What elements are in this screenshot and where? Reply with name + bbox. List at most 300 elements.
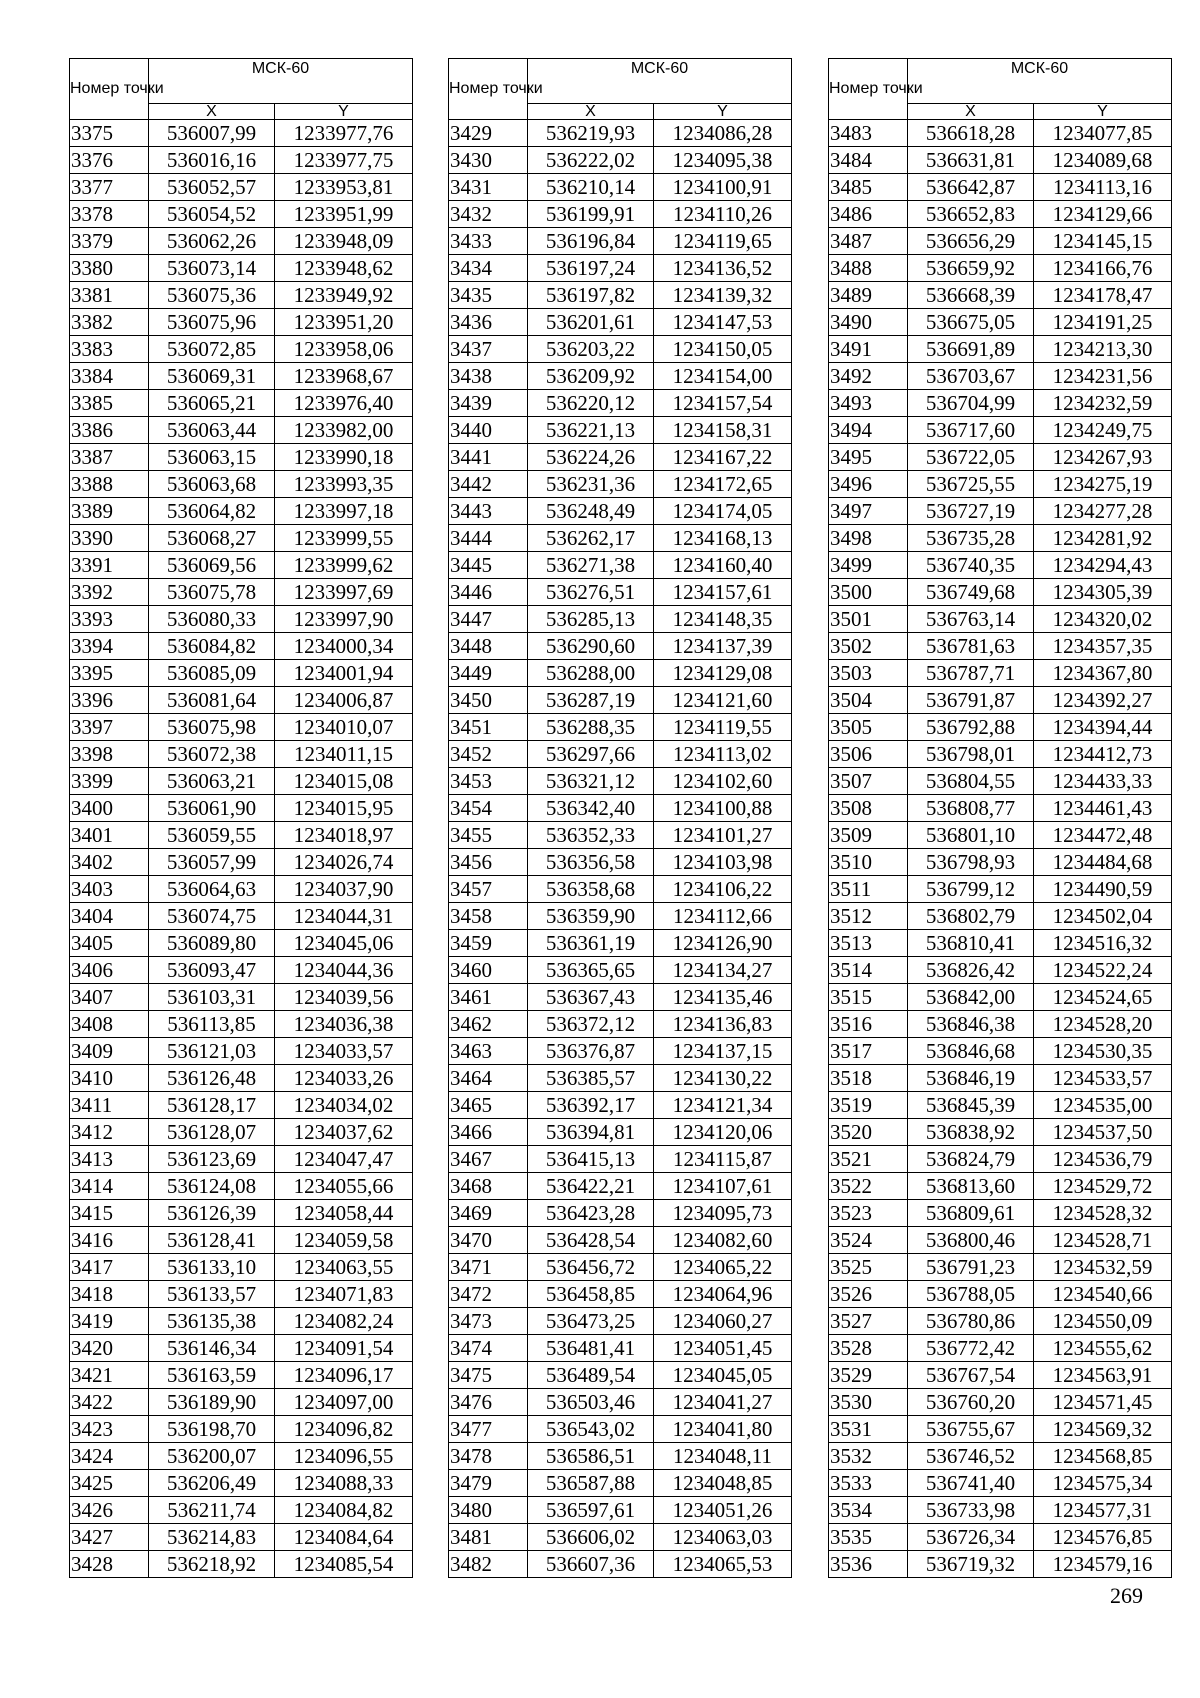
table-row (449, 1254, 792, 1281)
point-number-cell: 3384 (70, 363, 149, 390)
x-coordinate-cell: 536342,40 (528, 795, 654, 822)
x-coordinate-cell: 536126,39 (149, 1200, 275, 1227)
y-coordinate-cell: 1234134,27 (654, 957, 792, 984)
point-number-cell: 3442 (449, 471, 528, 498)
y-header: Y (1034, 104, 1172, 120)
y-coordinate-cell: 1234015,95 (275, 795, 413, 822)
point-number-cell: 3457 (449, 876, 528, 903)
point-number-cell: 3429 (449, 120, 528, 147)
x-coordinate-cell: 536760,20 (908, 1389, 1034, 1416)
point-number-cell: 3376 (70, 147, 149, 174)
point-number-cell: 3445 (449, 552, 528, 579)
y-coordinate-cell: 1233976,40 (275, 390, 413, 417)
x-coordinate-cell: 536763,14 (908, 606, 1034, 633)
point-number-cell: 3396 (70, 687, 149, 714)
coordinates-table-3 (828, 58, 1172, 1578)
table-row (829, 984, 1172, 1011)
table-row (829, 1551, 1172, 1578)
point-number-cell: 3435 (449, 282, 528, 309)
x-coordinate-cell: 536392,17 (528, 1092, 654, 1119)
table-row (449, 363, 792, 390)
point-number-cell: 3456 (449, 849, 528, 876)
table-row (829, 174, 1172, 201)
coordinates-table-2 (448, 58, 792, 1578)
point-number-cell: 3519 (829, 1092, 908, 1119)
table-row (70, 390, 413, 417)
table-row (829, 552, 1172, 579)
point-number-cell: 3381 (70, 282, 149, 309)
point-number-cell: 3421 (70, 1362, 149, 1389)
x-coordinate-cell: 536072,38 (149, 741, 275, 768)
y-coordinate-cell: 1234484,68 (1034, 849, 1172, 876)
point-number-cell: 3410 (70, 1065, 149, 1092)
point-number-cell: 3506 (829, 741, 908, 768)
point-number-cell: 3462 (449, 1011, 528, 1038)
y-coordinate-cell: 1234051,26 (654, 1497, 792, 1524)
y-coordinate-cell: 1234305,39 (1034, 579, 1172, 606)
page-number: 269 (1110, 1583, 1143, 1608)
table-row (70, 1038, 413, 1065)
x-coordinate-cell: 536069,56 (149, 552, 275, 579)
x-coordinate-cell: 536052,57 (149, 174, 275, 201)
table-row (70, 1173, 413, 1200)
x-coordinate-cell: 536133,10 (149, 1254, 275, 1281)
table-row (70, 1281, 413, 1308)
y-coordinate-cell: 1234367,80 (1034, 660, 1172, 687)
x-coordinate-cell: 536367,43 (528, 984, 654, 1011)
y-coordinate-cell: 1234102,60 (654, 768, 792, 795)
x-coordinate-cell: 536211,74 (149, 1497, 275, 1524)
table-row (449, 1524, 792, 1551)
y-coordinate-cell: 1234097,00 (275, 1389, 413, 1416)
y-header: Y (275, 104, 413, 120)
table-row (70, 336, 413, 363)
x-coordinate-cell: 536727,19 (908, 498, 1034, 525)
table-row (829, 1416, 1172, 1443)
x-coordinate-cell: 536656,29 (908, 228, 1034, 255)
x-coordinate-cell: 536659,92 (908, 255, 1034, 282)
x-coordinate-cell: 536075,98 (149, 714, 275, 741)
x-coordinate-cell: 536802,79 (908, 903, 1034, 930)
y-coordinate-cell: 1234563,91 (1034, 1362, 1172, 1389)
table-row (70, 1416, 413, 1443)
point-number-cell: 3419 (70, 1308, 149, 1335)
table-row (70, 687, 413, 714)
y-coordinate-cell: 1234191,25 (1034, 309, 1172, 336)
table-row (449, 1389, 792, 1416)
y-coordinate-cell: 1234065,22 (654, 1254, 792, 1281)
y-coordinate-cell: 1234084,64 (275, 1524, 413, 1551)
table-row (70, 876, 413, 903)
x-coordinate-cell: 536489,54 (528, 1362, 654, 1389)
y-coordinate-cell: 1234086,28 (654, 120, 792, 147)
table-row (449, 1281, 792, 1308)
y-coordinate-cell: 1234037,62 (275, 1119, 413, 1146)
x-coordinate-cell: 536735,28 (908, 525, 1034, 552)
y-coordinate-cell: 1234088,33 (275, 1470, 413, 1497)
x-coordinate-cell: 536372,12 (528, 1011, 654, 1038)
x-coordinate-cell: 536809,61 (908, 1200, 1034, 1227)
point-number-cell: 3446 (449, 579, 528, 606)
table-row (70, 552, 413, 579)
table-row (70, 984, 413, 1011)
x-coordinate-cell: 536607,36 (528, 1551, 654, 1578)
y-coordinate-cell: 1234528,71 (1034, 1227, 1172, 1254)
table-row (829, 309, 1172, 336)
point-number-cell: 3436 (449, 309, 528, 336)
x-coordinate-cell: 536755,67 (908, 1416, 1034, 1443)
point-number-cell: 3500 (829, 579, 908, 606)
point-number-cell: 3460 (449, 957, 528, 984)
table-row (829, 1065, 1172, 1092)
point-number-cell: 3529 (829, 1362, 908, 1389)
y-coordinate-cell: 1233968,67 (275, 363, 413, 390)
x-coordinate-cell: 536352,33 (528, 822, 654, 849)
y-coordinate-cell: 1234522,24 (1034, 957, 1172, 984)
y-coordinate-cell: 1234110,26 (654, 201, 792, 228)
point-number-cell: 3525 (829, 1254, 908, 1281)
y-coordinate-cell: 1234010,07 (275, 714, 413, 741)
table-row (449, 579, 792, 606)
y-coordinate-cell: 1234129,08 (654, 660, 792, 687)
y-coordinate-cell: 1234145,15 (1034, 228, 1172, 255)
x-coordinate-cell: 536124,08 (149, 1173, 275, 1200)
point-number-cell: 3430 (449, 147, 528, 174)
table-row (70, 1335, 413, 1362)
y-coordinate-cell: 1234000,34 (275, 633, 413, 660)
point-number-cell: 3509 (829, 822, 908, 849)
point-number-cell: 3380 (70, 255, 149, 282)
table-row (449, 552, 792, 579)
point-number-cell: 3398 (70, 741, 149, 768)
x-coordinate-cell: 536074,75 (149, 903, 275, 930)
x-coordinate-cell: 536287,19 (528, 687, 654, 714)
y-coordinate-cell: 1234082,24 (275, 1308, 413, 1335)
x-coordinate-cell: 536203,22 (528, 336, 654, 363)
y-coordinate-cell: 1233951,20 (275, 309, 413, 336)
y-coordinate-cell: 1234158,31 (654, 417, 792, 444)
x-coordinate-cell: 536197,24 (528, 255, 654, 282)
table-body (449, 120, 792, 1578)
x-coordinate-cell: 536221,13 (528, 417, 654, 444)
table-row (70, 525, 413, 552)
point-number-cell: 3464 (449, 1065, 528, 1092)
y-coordinate-cell: 1234154,00 (654, 363, 792, 390)
table-row (449, 795, 792, 822)
x-coordinate-cell: 536093,47 (149, 957, 275, 984)
y-coordinate-cell: 1234047,47 (275, 1146, 413, 1173)
y-coordinate-cell: 1234537,50 (1034, 1119, 1172, 1146)
table-row (449, 822, 792, 849)
table-row (70, 255, 413, 282)
x-coordinate-cell: 536543,02 (528, 1416, 654, 1443)
y-coordinate-cell: 1234036,38 (275, 1011, 413, 1038)
x-header: X (528, 104, 654, 120)
x-coordinate-cell: 536359,90 (528, 903, 654, 930)
table-row (829, 606, 1172, 633)
y-coordinate-cell: 1233997,69 (275, 579, 413, 606)
point-number-cell: 3449 (449, 660, 528, 687)
x-coordinate-cell: 536798,01 (908, 741, 1034, 768)
point-number-header: Номер точки (829, 59, 908, 120)
y-coordinate-cell: 1234107,61 (654, 1173, 792, 1200)
x-coordinate-cell: 536791,23 (908, 1254, 1034, 1281)
table-row (70, 903, 413, 930)
table-row (449, 471, 792, 498)
point-number-cell: 3522 (829, 1173, 908, 1200)
x-coordinate-cell: 536703,67 (908, 363, 1034, 390)
point-number-cell: 3485 (829, 174, 908, 201)
point-number-cell: 3401 (70, 822, 149, 849)
table-row (449, 1308, 792, 1335)
table-row (449, 1146, 792, 1173)
y-coordinate-cell: 1234103,98 (654, 849, 792, 876)
table-row (829, 714, 1172, 741)
y-coordinate-cell: 1234529,72 (1034, 1173, 1172, 1200)
x-coordinate-cell: 536068,27 (149, 525, 275, 552)
table-row (829, 1038, 1172, 1065)
point-number-cell: 3484 (829, 147, 908, 174)
x-coordinate-cell: 536063,44 (149, 417, 275, 444)
y-coordinate-cell: 1234084,82 (275, 1497, 413, 1524)
point-number-cell: 3415 (70, 1200, 149, 1227)
y-coordinate-cell: 1234528,32 (1034, 1200, 1172, 1227)
y-coordinate-cell: 1234568,85 (1034, 1443, 1172, 1470)
x-coordinate-cell: 536085,09 (149, 660, 275, 687)
table-row (829, 849, 1172, 876)
point-number-cell: 3382 (70, 309, 149, 336)
x-header: X (149, 104, 275, 120)
x-coordinate-cell: 536075,36 (149, 282, 275, 309)
y-coordinate-cell: 1234015,08 (275, 768, 413, 795)
table-row (70, 930, 413, 957)
x-coordinate-cell: 536356,58 (528, 849, 654, 876)
point-number-cell: 3441 (449, 444, 528, 471)
table-row (70, 1146, 413, 1173)
point-number-cell: 3455 (449, 822, 528, 849)
x-coordinate-cell: 536792,88 (908, 714, 1034, 741)
y-coordinate-cell: 1234550,09 (1034, 1308, 1172, 1335)
table-row (829, 1119, 1172, 1146)
y-coordinate-cell: 1234575,34 (1034, 1470, 1172, 1497)
table-row (449, 1443, 792, 1470)
point-number-cell: 3439 (449, 390, 528, 417)
table-row (829, 255, 1172, 282)
point-number-cell: 3514 (829, 957, 908, 984)
point-number-cell: 3404 (70, 903, 149, 930)
x-coordinate-cell: 536210,14 (528, 174, 654, 201)
x-coordinate-cell: 536089,80 (149, 930, 275, 957)
msk60-header: МСК-60 (528, 59, 792, 104)
y-coordinate-cell: 1234139,32 (654, 282, 792, 309)
table-row (449, 174, 792, 201)
table-row (70, 1227, 413, 1254)
y-coordinate-cell: 1233977,76 (275, 120, 413, 147)
point-number-cell: 3481 (449, 1524, 528, 1551)
y-coordinate-cell: 1233948,09 (275, 228, 413, 255)
x-coordinate-cell: 536365,65 (528, 957, 654, 984)
x-coordinate-cell: 536772,42 (908, 1335, 1034, 1362)
x-coordinate-cell: 536422,21 (528, 1173, 654, 1200)
point-number-cell: 3489 (829, 282, 908, 309)
y-coordinate-cell: 1234100,91 (654, 174, 792, 201)
x-coordinate-cell: 536073,14 (149, 255, 275, 282)
y-coordinate-cell: 1233997,18 (275, 498, 413, 525)
x-coordinate-cell: 536061,90 (149, 795, 275, 822)
point-number-cell: 3516 (829, 1011, 908, 1038)
table-row (70, 795, 413, 822)
point-number-cell: 3431 (449, 174, 528, 201)
table-row (70, 1254, 413, 1281)
point-number-cell: 3443 (449, 498, 528, 525)
table-row (829, 579, 1172, 606)
y-coordinate-cell: 1234112,66 (654, 903, 792, 930)
x-coordinate-cell: 536219,93 (528, 120, 654, 147)
y-coordinate-cell: 1234277,28 (1034, 498, 1172, 525)
point-number-cell: 3386 (70, 417, 149, 444)
y-coordinate-cell: 1234044,36 (275, 957, 413, 984)
table-row (829, 1308, 1172, 1335)
table-row (829, 471, 1172, 498)
table-row (70, 1065, 413, 1092)
table-row (829, 1335, 1172, 1362)
point-number-cell: 3472 (449, 1281, 528, 1308)
y-coordinate-cell: 1234535,00 (1034, 1092, 1172, 1119)
x-coordinate-cell: 536064,63 (149, 876, 275, 903)
x-coordinate-cell: 536394,81 (528, 1119, 654, 1146)
point-number-cell: 3388 (70, 471, 149, 498)
y-coordinate-cell: 1234320,02 (1034, 606, 1172, 633)
table-row (70, 849, 413, 876)
point-number-cell: 3459 (449, 930, 528, 957)
table-body (829, 120, 1172, 1578)
y-coordinate-cell: 1234091,54 (275, 1335, 413, 1362)
coordinates-table-1 (69, 58, 413, 1578)
x-coordinate-cell: 536064,82 (149, 498, 275, 525)
point-number-cell: 3394 (70, 633, 149, 660)
x-coordinate-cell: 536063,68 (149, 471, 275, 498)
point-number-cell: 3483 (829, 120, 908, 147)
table-row (829, 363, 1172, 390)
table-row (449, 741, 792, 768)
point-number-cell: 3496 (829, 471, 908, 498)
point-number-cell: 3399 (70, 768, 149, 795)
y-coordinate-cell: 1234166,76 (1034, 255, 1172, 282)
x-coordinate-cell: 536288,35 (528, 714, 654, 741)
x-coordinate-cell: 536271,38 (528, 552, 654, 579)
table-row (829, 1011, 1172, 1038)
y-header: Y (654, 104, 792, 120)
y-coordinate-cell: 1234095,38 (654, 147, 792, 174)
point-number-cell: 3523 (829, 1200, 908, 1227)
y-coordinate-cell: 1234148,35 (654, 606, 792, 633)
y-coordinate-cell: 1234048,85 (654, 1470, 792, 1497)
point-number-cell: 3420 (70, 1335, 149, 1362)
x-coordinate-cell: 536800,46 (908, 1227, 1034, 1254)
point-number-cell: 3488 (829, 255, 908, 282)
point-number-cell: 3423 (70, 1416, 149, 1443)
y-coordinate-cell: 1234137,39 (654, 633, 792, 660)
x-coordinate-cell: 536016,16 (149, 147, 275, 174)
y-coordinate-cell: 1233953,81 (275, 174, 413, 201)
table-row (449, 903, 792, 930)
table-row (449, 255, 792, 282)
point-number-cell: 3413 (70, 1146, 149, 1173)
table-row (70, 660, 413, 687)
point-number-cell: 3526 (829, 1281, 908, 1308)
table-row (829, 903, 1172, 930)
table-row (449, 1362, 792, 1389)
y-coordinate-cell: 1234160,40 (654, 552, 792, 579)
x-coordinate-cell: 536597,61 (528, 1497, 654, 1524)
x-coordinate-cell: 536288,00 (528, 660, 654, 687)
y-coordinate-cell: 1234089,68 (1034, 147, 1172, 174)
x-coordinate-cell: 536358,68 (528, 876, 654, 903)
x-coordinate-cell: 536842,00 (908, 984, 1034, 1011)
y-coordinate-cell: 1234129,66 (1034, 201, 1172, 228)
point-number-cell: 3452 (449, 741, 528, 768)
x-coordinate-cell: 536059,55 (149, 822, 275, 849)
y-coordinate-cell: 1233977,75 (275, 147, 413, 174)
point-number-cell: 3450 (449, 687, 528, 714)
point-number-cell: 3417 (70, 1254, 149, 1281)
point-number-cell: 3377 (70, 174, 149, 201)
y-coordinate-cell: 1234095,73 (654, 1200, 792, 1227)
x-coordinate-cell: 536741,40 (908, 1470, 1034, 1497)
x-coordinate-cell: 536415,13 (528, 1146, 654, 1173)
y-coordinate-cell: 1234045,05 (654, 1362, 792, 1389)
y-coordinate-cell: 1234394,44 (1034, 714, 1172, 741)
point-number-cell: 3432 (449, 201, 528, 228)
point-number-cell: 3502 (829, 633, 908, 660)
y-coordinate-cell: 1234555,62 (1034, 1335, 1172, 1362)
y-coordinate-cell: 1234147,53 (654, 309, 792, 336)
y-coordinate-cell: 1234136,83 (654, 1011, 792, 1038)
x-coordinate-cell: 536503,46 (528, 1389, 654, 1416)
y-coordinate-cell: 1233993,35 (275, 471, 413, 498)
x-coordinate-cell: 536618,28 (908, 120, 1034, 147)
x-coordinate-cell: 536126,48 (149, 1065, 275, 1092)
point-number-cell: 3469 (449, 1200, 528, 1227)
y-coordinate-cell: 1233997,90 (275, 606, 413, 633)
table-row (829, 282, 1172, 309)
y-coordinate-cell: 1234569,32 (1034, 1416, 1172, 1443)
point-number-cell: 3418 (70, 1281, 149, 1308)
x-coordinate-cell: 536725,55 (908, 471, 1034, 498)
x-coordinate-cell: 536075,96 (149, 309, 275, 336)
point-number-cell: 3409 (70, 1038, 149, 1065)
table-row (70, 957, 413, 984)
x-coordinate-cell: 536804,55 (908, 768, 1034, 795)
point-number-cell: 3528 (829, 1335, 908, 1362)
y-coordinate-cell: 1234231,56 (1034, 363, 1172, 390)
table-row (449, 714, 792, 741)
point-number-cell: 3531 (829, 1416, 908, 1443)
x-coordinate-cell: 536200,07 (149, 1443, 275, 1470)
x-coordinate-cell: 536062,26 (149, 228, 275, 255)
y-coordinate-cell: 1233949,92 (275, 282, 413, 309)
table-row (449, 660, 792, 687)
y-coordinate-cell: 1234136,52 (654, 255, 792, 282)
x-coordinate-cell: 536209,92 (528, 363, 654, 390)
y-coordinate-cell: 1234126,90 (654, 930, 792, 957)
x-coordinate-cell: 536799,12 (908, 876, 1034, 903)
x-coordinate-cell: 536057,99 (149, 849, 275, 876)
y-coordinate-cell: 1234048,11 (654, 1443, 792, 1470)
point-number-cell: 3520 (829, 1119, 908, 1146)
table-row (829, 957, 1172, 984)
y-coordinate-cell: 1234524,65 (1034, 984, 1172, 1011)
